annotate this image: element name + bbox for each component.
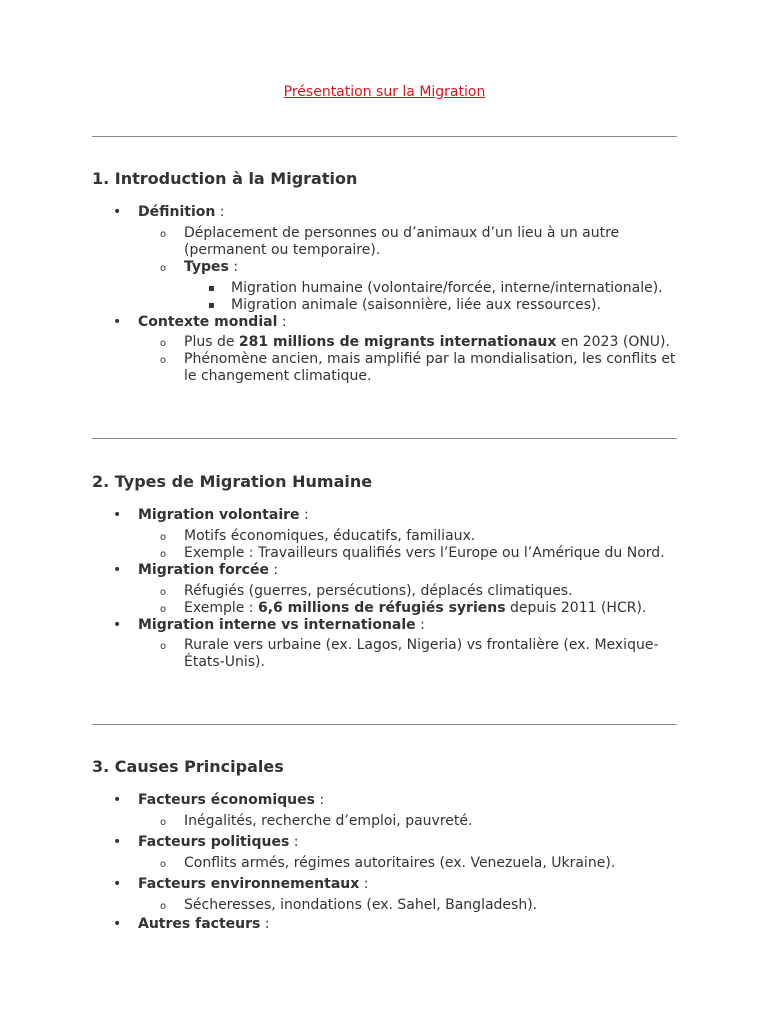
divider: [92, 724, 677, 725]
list-item: [92, 637, 677, 671]
list-item: • Autres facteurs :: [113, 916, 270, 932]
bullet-list: [92, 792, 677, 933]
bullet-marker: •: [113, 507, 122, 523]
bullet-marker: o: [160, 587, 167, 598]
list-item: [92, 545, 677, 562]
item-label: Migration volontaire: [138, 507, 300, 523]
section-heading: 3. Causes Principales: [92, 757, 284, 776]
item-text: Migration animale (saisonnière, liée aux ressources).: [231, 297, 601, 313]
bullet-marker: o: [160, 604, 167, 615]
bullet-marker: o: [160, 901, 167, 912]
list-item: • Définition :: [113, 204, 225, 220]
bullet-list: [92, 507, 677, 671]
item-label: Facteurs politiques: [138, 834, 290, 850]
document-title[interactable]: Présentation sur la Migration: [283, 84, 486, 100]
section-heading: 2. Types de Migration Humaine: [92, 472, 373, 491]
item-text: Migration humaine (volontaire/forcée, interne/internationale).: [231, 280, 663, 296]
section-causes: [92, 756, 677, 933]
list-item: [92, 583, 677, 600]
divider: [92, 438, 677, 439]
list-item: o Types :: [160, 259, 239, 275]
item-text: Conflits armés, régimes autoritaires (ex. Venezuela, Ukraine).: [184, 855, 616, 871]
list-item: [92, 297, 677, 314]
bullet-marker: •: [113, 792, 122, 808]
bullet-marker: ▪: [208, 283, 215, 294]
bullet-marker: o: [160, 859, 167, 870]
bullet-marker: •: [113, 916, 122, 932]
bullet-marker: o: [160, 355, 167, 366]
item-label: Migration forcée: [138, 562, 269, 578]
divider: [92, 136, 677, 137]
bullet-marker: o: [160, 817, 167, 828]
item-text: Phénomène ancien, mais amplifié par la mondialisation, les conflits et le changement climatique.: [184, 351, 676, 384]
item-text: Réfugiés (guerres, persécutions), déplacés climatiques.: [184, 583, 573, 599]
list-item: • Facteurs économiques :: [113, 792, 325, 808]
bullet-marker: o: [160, 549, 167, 560]
item-label: Autres facteurs: [138, 916, 261, 932]
item-label: Migration interne vs internationale: [138, 617, 416, 633]
bullet-marker: o: [160, 338, 167, 349]
item-text: Rurale vers urbaine (ex. Lagos, Nigeria) vs frontalière (ex. Mexique-États-Unis).: [184, 637, 659, 670]
bullet-marker: o: [160, 229, 167, 240]
list-item: o Plus de 281 millions de migrants internationaux en 2023 (ONU).: [160, 334, 670, 350]
item-label: Facteurs environnementaux: [138, 876, 360, 892]
list-item: o Exemple : 6,6 millions de réfugiés syriens depuis 2011 (HCR).: [160, 600, 647, 616]
item-label: Contexte mondial: [138, 314, 278, 330]
item-text: Exemple : Travailleurs qualifiés vers l’Europe ou l’Amérique du Nord.: [184, 545, 665, 561]
list-item: [92, 897, 677, 914]
list-item: • Migration volontaire :: [113, 507, 309, 523]
list-item: [92, 855, 677, 872]
bullet-marker: o: [160, 532, 167, 543]
list-item: • Migration forcée :: [113, 562, 279, 578]
section-introduction: [92, 168, 677, 385]
bullet-marker: •: [113, 314, 122, 330]
section-types: [92, 471, 677, 671]
list-item: • Facteurs environnementaux :: [113, 876, 369, 892]
item-text: Motifs économiques, éducatifs, familiaux.: [184, 528, 476, 544]
item-label: Facteurs économiques: [138, 792, 315, 808]
item-text: Sécheresses, inondations (ex. Sahel, Bangladesh).: [184, 897, 538, 913]
bullet-list: [92, 204, 677, 385]
list-item: [92, 225, 677, 259]
list-item: • Facteurs politiques :: [113, 834, 299, 850]
list-item: [92, 351, 677, 385]
item-label: Définition: [138, 204, 216, 220]
bullet-marker: o: [160, 263, 167, 274]
list-item: [92, 813, 677, 830]
bullet-marker: •: [113, 834, 122, 850]
list-item: • Migration interne vs internationale :: [113, 617, 425, 633]
bullet-marker: o: [160, 641, 167, 652]
bullet-marker: ▪: [208, 300, 215, 311]
bullet-marker: •: [113, 617, 122, 633]
section-heading: 1. Introduction à la Migration: [92, 169, 358, 188]
list-item: • Contexte mondial :: [113, 314, 287, 330]
item-text: Inégalités, recherche d’emploi, pauvreté.: [184, 813, 473, 829]
item-text: Déplacement de personnes ou d’animaux d’un lieu à un autre (permanent ou temporaire).: [184, 225, 620, 258]
bullet-marker: •: [113, 204, 122, 220]
list-item: [92, 280, 677, 297]
item-label: Types: [184, 259, 229, 275]
bullet-marker: •: [113, 876, 122, 892]
list-item: [92, 528, 677, 545]
bullet-marker: •: [113, 562, 122, 578]
